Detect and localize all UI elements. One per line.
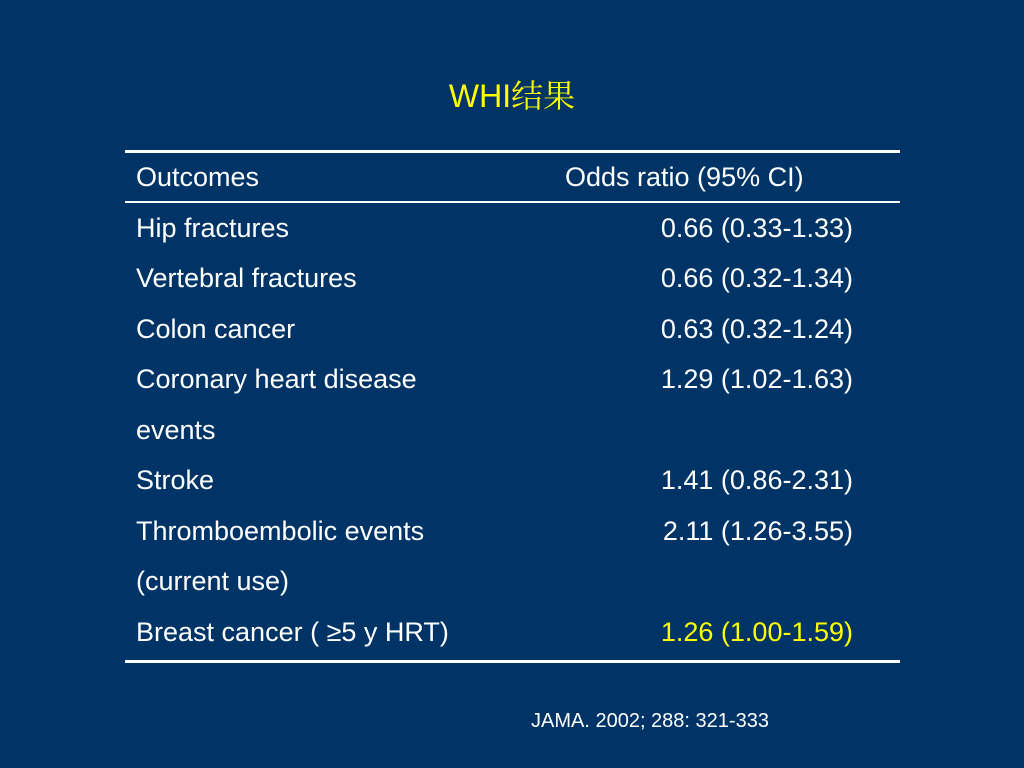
table-row: [125, 253, 900, 304]
table-row: [125, 304, 900, 355]
citation: JAMA. 2002; 288: 321-333: [531, 710, 769, 732]
odds-ratio-cell: 2.11 (1.26-3.55): [662, 515, 853, 546]
outcome-cell: Colon cancer: [136, 313, 296, 344]
table-row: [125, 556, 900, 607]
table-row: [125, 354, 900, 405]
table-row: [125, 455, 900, 506]
outcome-cell: Hip fractures: [136, 212, 290, 243]
odds-ratio-cell: 1.29 (1.02-1.63): [660, 364, 853, 394]
outcome-cell: Breast cancer ( ≥5 y HRT): [136, 616, 449, 647]
table-row: [125, 405, 900, 456]
outcome-cell: events: [136, 414, 216, 445]
odds-ratio-cell: 0.66 (0.32-1.34): [660, 263, 853, 293]
table-body: [125, 203, 900, 661]
outcome-cell: Stroke: [136, 465, 215, 495]
odds-ratio-cell: 1.41 (0.86-2.31): [660, 465, 853, 495]
odds-ratio-cell: 0.63 (0.32-1.24): [660, 313, 853, 344]
outcome-cell: (current use): [136, 566, 290, 596]
odds-ratio-cell: 0.66 (0.33-1.33): [660, 212, 853, 243]
table-bottom-rule: [125, 660, 900, 663]
table-row: [125, 607, 900, 658]
outcomes-table: [125, 150, 900, 663]
odds-ratio-cell: [555, 556, 853, 607]
table-row: [125, 203, 900, 254]
header-outcomes: Outcomes: [136, 162, 260, 192]
outcome-cell: Coronary heart disease: [136, 364, 417, 394]
odds-ratio-cell: [555, 405, 853, 456]
header-odds-ratio: Odds ratio (95% CI): [565, 162, 804, 192]
outcome-cell: Thromboembolic events: [136, 515, 425, 546]
table-header-row: [125, 153, 900, 201]
odds-ratio-cell-highlighted: 1.26 (1.00-1.59): [660, 616, 853, 647]
outcome-cell: Vertebral fractures: [136, 263, 357, 293]
table-row: [125, 506, 900, 557]
slide-title: WHI结果: [448, 78, 576, 114]
